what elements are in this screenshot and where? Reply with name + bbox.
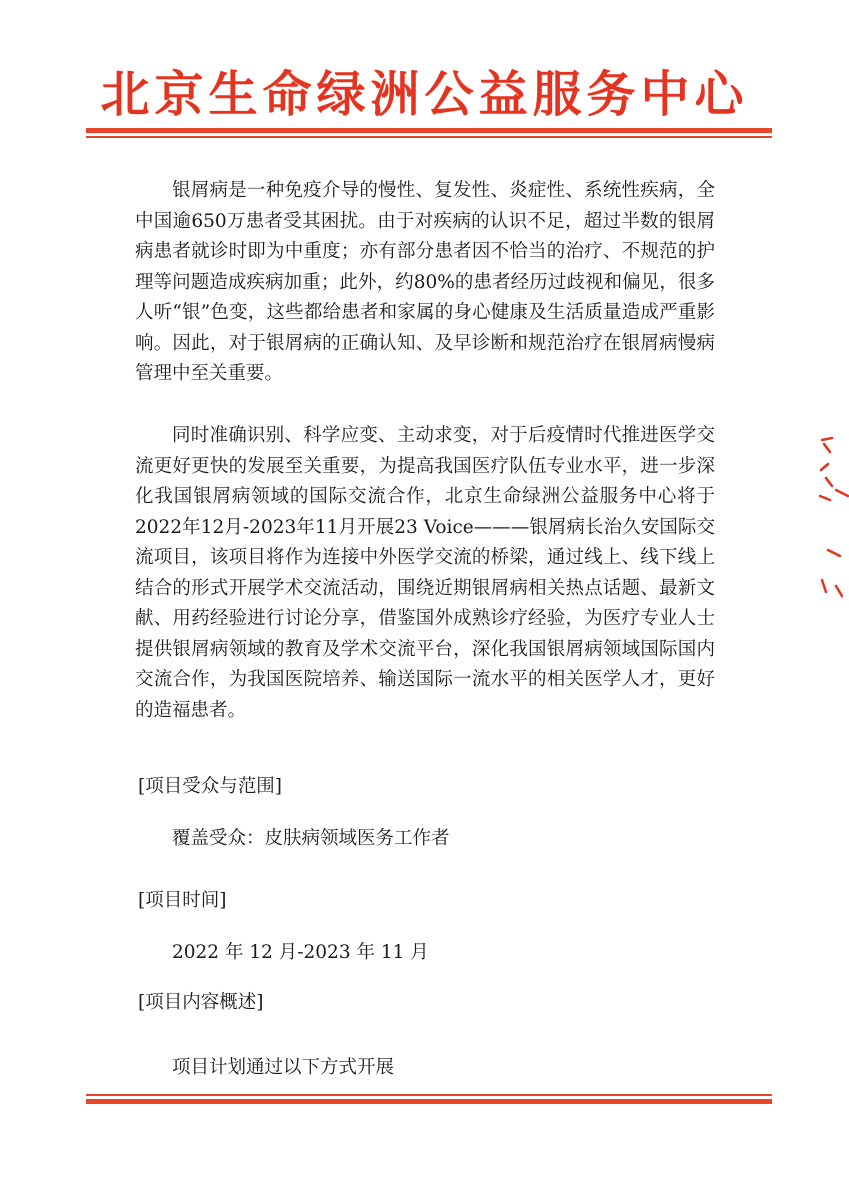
project-paragraph: 同时准确识别、科学应变、主动求变，对于后疫情时代推进医学交流更好更快的发展至关重要，为提高我国医疗队伍专业水平，进一步深化我国银屑病领域的国际交流合作，北京生命绿洲公益服务中心将于2022年12月-2023年11月开展23 Voice———银屑病长治久安国际交流项目，该项目将作为连接中外医学交流的桥梁，通过线上、线下线上结合的形式开展学术交流活动，围绕近期银屑病相关热点话题、最新文献、用药经验进行讨论分享，借鉴国外成熟诊疗经验，为医疗专业人士提供银屑病领域的教育及学术交流平台，深化我国银屑病领域国际国内交流合作，为我国医院培养、输送国际一流水平的相关医学人才，更好的造福患者。 — [135, 425, 715, 721]
section-heading-audience: [项目受众与范围] — [138, 776, 282, 797]
intro-paragraph: 银屑病是一种免疫介导的慢性、复发性、炎症性、系统性疾病，全中国逾650万患者受其困扰。由于对疾病的认识不足，超过半数的银屑病患者就诊时即为中重度；亦有部分患者因不恰当的治疗、不规范的护理等问题造成疾病加重；此外，约80%的患者经历过歧视和偏见，很多人听“银”色变，这些都给患者和家属的身心健康及生活质量造成严重影响。因此，对于银屑病的正确认知、及早诊断和规范治疗在银屑病慢病管理中至关重要。 — [135, 180, 715, 384]
header-divider — [86, 128, 772, 138]
section-heading-time: [项目时间] — [138, 890, 227, 911]
audience-text: 覆盖受众：皮肤病领域医务工作者 — [172, 828, 450, 849]
time-text: 2022 年 12 月-2023 年 11 月 — [172, 942, 429, 963]
letterhead-title: 北京生命绿洲公益服务中心 — [100, 66, 749, 123]
footer-divider — [86, 1094, 772, 1104]
content-text: 项目计划通过以下方式开展 — [172, 1057, 395, 1078]
section-heading-content: [项目内容概述] — [138, 992, 264, 1013]
red-seal-fragment-icon — [818, 430, 849, 610]
